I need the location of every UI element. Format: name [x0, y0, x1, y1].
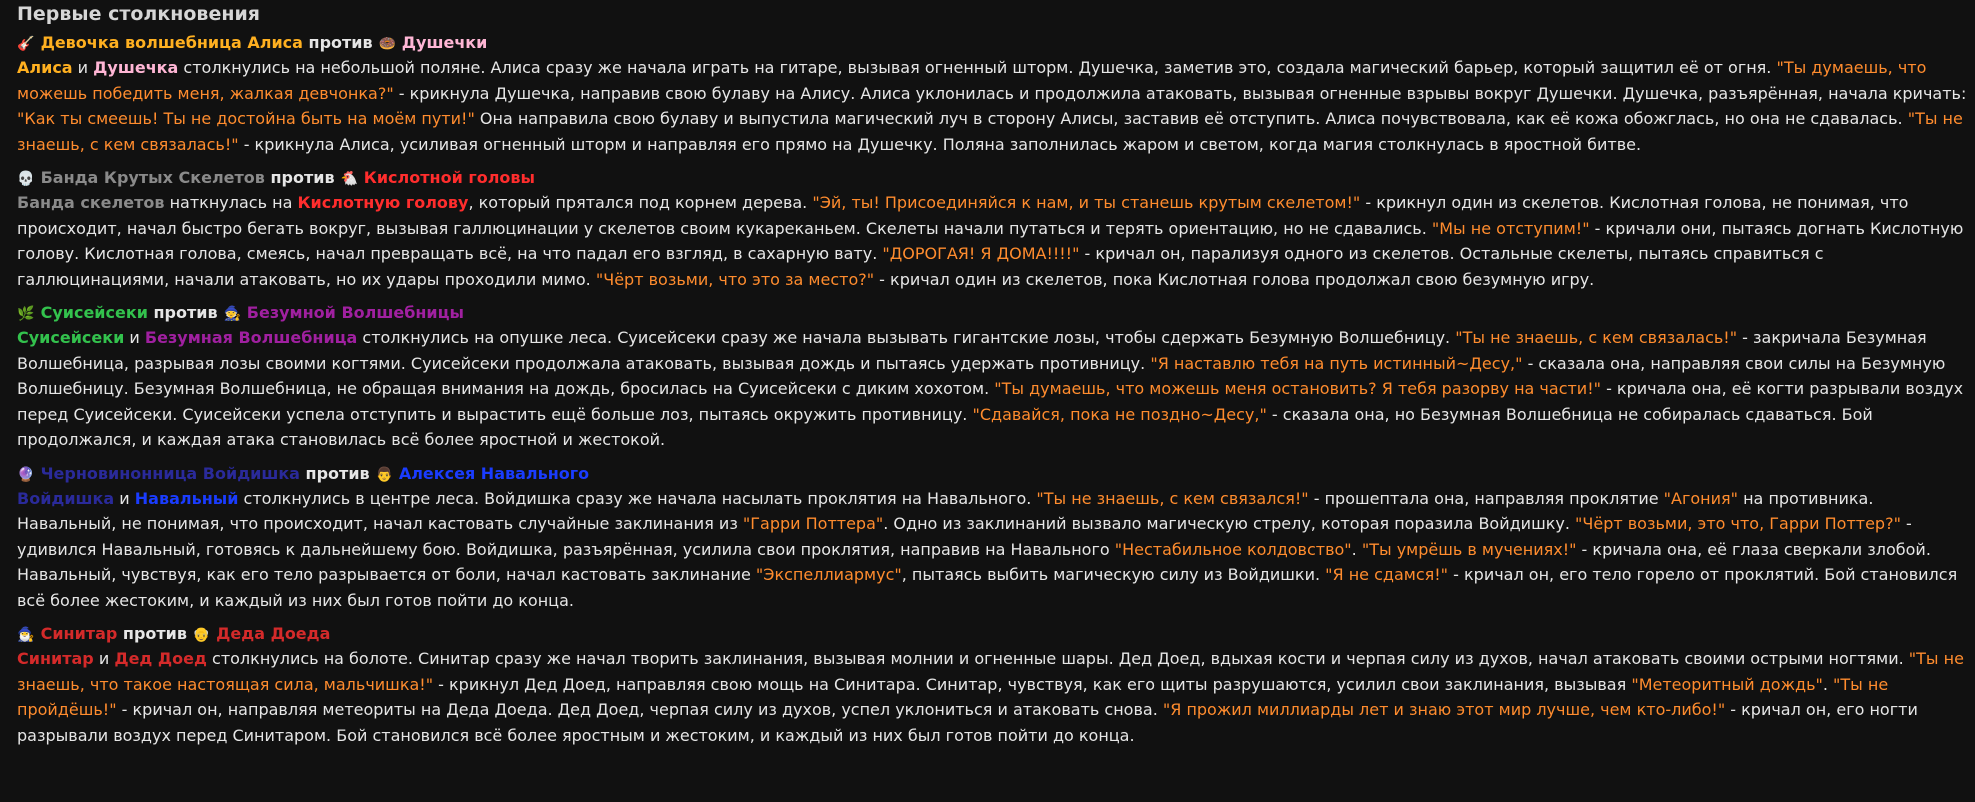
quote: "Я прожил миллиарды лет и знаю этот мир лучше, чем кто-либо!"	[1162, 700, 1726, 719]
right-fighter-name: Алексея Навального	[398, 463, 590, 483]
quote: "Я наставлю тебя на путь истинный~Десу,"	[1150, 353, 1523, 373]
battle-story	[17, 646, 1975, 748]
man-face-icon: 👨	[375, 466, 393, 483]
quote: "Ты умрёшь в мучениях!"	[1361, 539, 1577, 559]
story-text: - удивился Навальный, готовясь к дальнейшему бою. Войдишка, разъярённая, усилила свои проклятия, направив на Навального	[17, 514, 1912, 559]
quote: "Экспеллиармус"	[755, 565, 902, 584]
story-text: .	[1351, 539, 1362, 559]
page-title: Первые столкновения	[17, 3, 260, 25]
story-text: - кричал он, направляя метеориты на Деда Доеда. Дед Доед, черпая силу из духов, успел уклониться и атаковать снова.	[116, 700, 1163, 719]
story-text: - кричал один из скелетов, пока Кислотная голова продолжал свою безумную игру.	[874, 269, 1595, 289]
battle-2	[17, 165, 1975, 292]
versus-label: против	[122, 624, 188, 643]
fighter-name: Банда скелетов	[17, 193, 165, 212]
right-fighter-name: Кислотной головы	[363, 168, 536, 187]
skull-icon: 💀	[17, 171, 35, 187]
quote: "Ты не знаешь, с кем связалась!"	[17, 109, 1963, 154]
quote: "Гарри Поттера"	[742, 514, 884, 533]
battle-title	[17, 621, 1975, 646]
story-text: . Одно из заклинаний вызвало магическую стрелу, которая поразила Войдишку.	[883, 514, 1576, 533]
crystal-ball-icon: 🔮	[17, 466, 35, 483]
quote: "Ты не пройдёшь!"	[17, 674, 1889, 719]
story-text: - прошептала она, направляя проклятие	[1308, 488, 1664, 508]
quote: "Как ты смеешь! Ты не достойна быть на моём пути!"	[17, 109, 475, 128]
versus-label: против	[308, 33, 373, 52]
story-text: - кричал он, его ногти разрывали воздух перед Синитаром. Бой становился всё более яростным и жестоким, и каждый из них был готов пойти до конца.	[17, 700, 1918, 745]
battle-3	[17, 300, 1975, 453]
story-text: - сказала она, направляя свои силы на Безумную Волшебницу. Безумная Волшебница, не обращая внимания на дождь, бросилась на Суисейсеки с диким хохотом.	[17, 353, 1946, 398]
quote: "Агония"	[1663, 488, 1738, 508]
battle-title	[17, 461, 1975, 486]
battle-1	[17, 30, 1975, 157]
story-text: наткнулась на	[164, 193, 298, 212]
story-text: - кричали они, пытаясь догнать Кислотную голову. Кислотная голова, смеясь, начал превращать всё, на что падал его взгляд, в сахарную вату.	[17, 218, 1964, 263]
story-text: и	[93, 649, 115, 668]
story-text: - закричала Безумная Волшебница, разрывая лозы своими когтями. Суисейсеки продолжала атаковать, вызывая дождь и пытаясь удержать противницу.	[17, 328, 1927, 373]
story-text: - сказала она, но Безумная Волшебница не собиралась сдаваться. Бой продолжался, и каждая атака становилась всё более яростной и жестокой.	[17, 404, 1873, 449]
fighter-name: Алиса	[17, 58, 73, 77]
story-text: - кричал он, парализуя одного из скелетов. Остальные скелеты, пытаясь справиться с галлюцинациями, начали атаковать, но их удары проходили мимо.	[17, 244, 1824, 289]
quote: "Я не сдамся!"	[1325, 565, 1449, 584]
story-text: - крикнула Алиса, усиливая огненный шторм и направляя его прямо на Душечку. Поляна заполнилась жаром и светом, когда магия столкнулась в яростной битве.	[238, 134, 1642, 154]
right-fighter-name: Безумной Волшебницы	[246, 303, 464, 322]
left-fighter-name: Суисейсеки	[40, 303, 148, 322]
quote: "Нестабильное колдовство"	[1114, 539, 1352, 559]
fighter-name: Навальный	[134, 488, 239, 508]
battle-story	[17, 55, 1975, 157]
story-text: - кричал он, его тело горело от проклятий. Бой становился всё более жестоким, и каждый из них был готов пойти до конца.	[17, 565, 1958, 610]
versus-label: против	[153, 303, 218, 322]
battle-title	[17, 165, 1975, 190]
guitar-icon: 🎸	[17, 36, 35, 52]
quote: "Чёрт возьми, это что, Гарри Поттер?"	[1575, 514, 1901, 533]
quote: "Ты не знаешь, с кем связался!"	[1036, 488, 1309, 508]
story-text: Она направила свою булаву и выпустила магический луч в сторону Алисы, заставив её отступить. Алиса почувствовала, как её кожа обожглась, но она не сдавалась.	[474, 109, 1908, 128]
fighter-name: Кислотную голову	[297, 193, 469, 212]
fighter-name: Суисейсеки	[17, 328, 125, 347]
rooster-icon: 🐔	[340, 171, 358, 187]
story-text: - крикнул один из скелетов. Кислотная голова, не понимая, что происходит, начал быстро бегать вокруг, вызывая галлюцинации у скелетов своим кукареканьем. Скелеты начали путаться и терять ориентацию, но не сдавались.	[17, 193, 1909, 238]
battle-5	[17, 621, 1975, 748]
battle-title	[17, 300, 1975, 325]
story-text: на противника. Навальный, не понимая, что происходит, начал кастовать случайные заклинания из	[17, 488, 1874, 533]
versus-label: против	[305, 463, 370, 483]
story-text: столкнулись на небольшой поляне. Алиса сразу же начала играть на гитаре, вызывая огненный шторм. Душечка, заметив это, создала магический барьер, который защитил её от огня.	[178, 58, 1777, 77]
versus-label: против	[270, 168, 335, 187]
quote: "Метеоритный дождь"	[1631, 674, 1823, 694]
battle-story	[17, 325, 1975, 453]
story-text: столкнулись в центре леса. Войдишка сразу же начала насылать проклятия на Навального.	[238, 488, 1037, 508]
story-text: .	[1822, 674, 1834, 694]
left-fighter-name: Черновинонница Войдишка	[40, 463, 300, 483]
witch-icon: 🧙	[223, 306, 241, 322]
fighter-name: Войдишка	[17, 488, 115, 508]
fighter-name: Синитар	[17, 649, 94, 668]
right-fighter-name: Душечки	[401, 33, 488, 52]
battle-title	[17, 30, 1975, 55]
quote: "Чёрт возьми, что это за место?"	[595, 269, 875, 289]
left-fighter-name: Синитар	[40, 624, 118, 643]
quote: "Эй, ты! Присоединяйся к нам, и ты станешь крутым скелетом!"	[812, 193, 1361, 212]
quote: "Ты думаешь, что можешь победить меня, жалкая девчонка?"	[17, 58, 1927, 103]
quote: "ДОРОГАЯ! Я ДОМА!!!!"	[882, 244, 1080, 263]
quote: "Ты не знаешь, с кем связалась!"	[1455, 328, 1738, 347]
story-text: столкнулись на опушке леса. Суисейсеки сразу же начала вызывать гигантские лозы, чтобы сдержать Безумную Волшебницу.	[357, 328, 1456, 347]
story-text: столкнулись на болоте. Синитар сразу же начал творить заклинания, вызывая молнии и огненные шары. Дед Доед, вдыхая кости и черпая силу из духов, начал атаковать своими острыми ногтями.	[206, 649, 1909, 668]
battle-4	[17, 461, 1975, 614]
mage-icon: 🧙‍♂️	[17, 627, 35, 643]
story-text: - крикнула Душечка, направив свою булаву на Алису. Алиса уклонилась и продолжила атаковать, вызывая огненные взрывы вокруг Душечки. Душечка, разъярённая, начала кричать:	[393, 83, 1967, 103]
story-text: - кричала она, её глаза сверкали злобой. Навальный, чувствуя, как его тело разрывается от боли, начал кастовать заклинание	[17, 539, 1931, 584]
story-text: и	[124, 328, 145, 347]
quote: "Мы не отступим!"	[1431, 218, 1590, 238]
left-fighter-name: Банда Крутых Скелетов	[40, 168, 265, 187]
left-fighter-name: Девочка волшебница Алиса	[40, 33, 303, 52]
story-text: , который прятался под корнем дерева.	[468, 193, 813, 212]
quote: "Ты думаешь, что можешь меня остановить? Я тебя разорву на части!"	[994, 379, 1601, 398]
story-text: и	[72, 58, 94, 77]
story-text: - кричала она, её когти разрывали воздух перед Суисейсеки. Суисейсеки успела отступить и вырастить ещё больше лоз, пытаясь окружить противницу.	[17, 379, 1964, 424]
donut-icon: 🍩	[378, 36, 396, 52]
story-text: - крикнул Дед Доед, направляя свою мощь на Синитара. Синитар, чувствуя, как его щиты разрушаются, усилил свои заклинания, вызывая	[433, 674, 1632, 694]
battle-story	[17, 190, 1975, 292]
battle-story	[17, 486, 1975, 614]
quote: "Сдавайся, пока не поздно~Десу,"	[972, 404, 1267, 424]
story-text: и	[114, 488, 135, 508]
quote: "Ты не знаешь, что такое настоящая сила, мальчишка!"	[17, 649, 1964, 694]
herb-icon: 🌿	[17, 306, 35, 322]
fighter-name: Душечка	[93, 58, 179, 77]
fighter-name: Безумная Волшебница	[144, 328, 358, 347]
right-fighter-name: Деда Доеда	[216, 624, 331, 643]
story-text: , пытаясь выбить магическую силу из Войдишки.	[901, 565, 1326, 584]
fighter-name: Дед Доед	[114, 649, 207, 668]
old-man-icon: 👴	[192, 627, 211, 643]
